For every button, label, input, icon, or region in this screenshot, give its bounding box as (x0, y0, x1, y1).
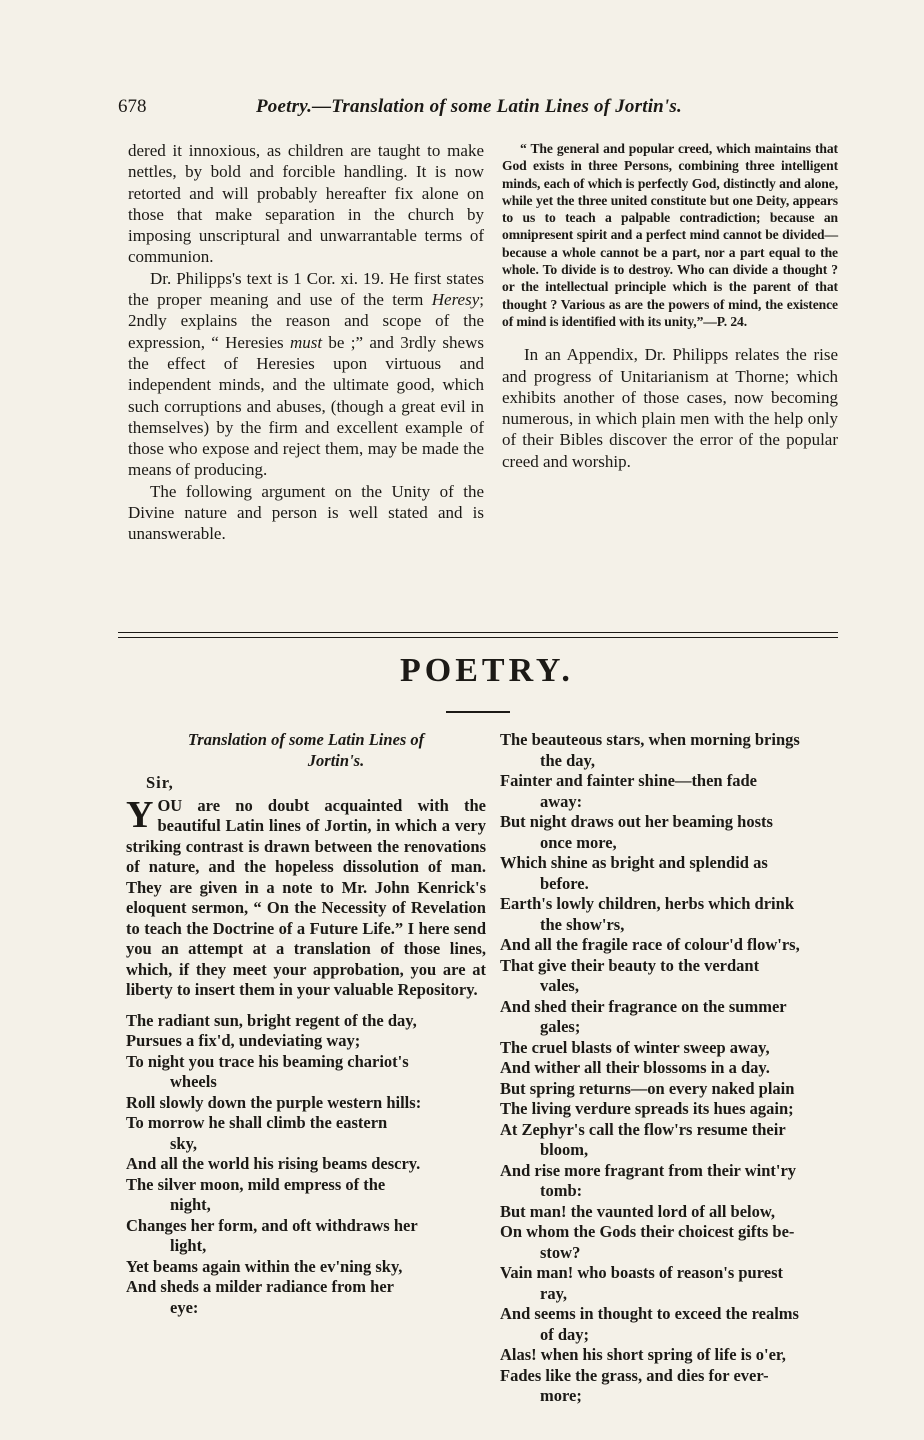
verse-line: Vain man! who boasts of reason's purest (500, 1263, 783, 1282)
verse-line: The living verdure spreads its hues again; (500, 1099, 794, 1118)
poem-title (126, 730, 486, 771)
verse-line-continuation: away: (540, 791, 583, 811)
verse-line: The radiant sun, bright regent of the day, (126, 1010, 417, 1030)
heresy-term: Heresy (431, 290, 480, 310)
verse-line: To night you trace his beaming chariot's (126, 1051, 409, 1071)
verse-line: And wither all their blossoms in a day. (500, 1058, 770, 1077)
verse-line: Earth's lowly children, herbs which drink (500, 894, 794, 913)
review-paragraph: dered it innoxious, as children are taught to make nettles, by bold and forcible handling. It is now retorted and will probably hereafter fix alone on those that make separation in the church by imposing unscriptural and unwarrantable terms of communion. (128, 141, 484, 267)
verse-line: And all the world his rising beams descry. (126, 1154, 421, 1173)
verse-line: And all the fragile race of colour'd flow'rs, (500, 935, 800, 954)
review-column-left (128, 140, 484, 545)
verse-line: And rise more fragrant from their wint'ry (500, 1160, 797, 1180)
verse-line-continuation: stow? (540, 1242, 581, 1262)
verse-line: But night draws out her beaming hosts (500, 812, 773, 831)
verse-line-continuation: tomb: (540, 1181, 583, 1200)
verse-line: At Zephyr's call the flow'rs resume their (500, 1119, 786, 1139)
argument-intro: The following argument on the Unity of the Divine nature and person is well stated and is unanswerable. (128, 481, 484, 544)
verse-line: Yet beams again within the ev'ning sky, (126, 1256, 403, 1276)
verse-line-continuation: wheels (170, 1072, 217, 1091)
verse-line-continuation: ray, (540, 1283, 568, 1303)
verse-line: Fainter and fainter shine—then fade (500, 771, 757, 790)
letter-body (126, 793, 486, 1001)
verse-line-continuation: gales; (540, 1017, 581, 1036)
verse-line-continuation: of day; (540, 1324, 590, 1344)
must-term: must (289, 332, 323, 352)
philipps-paragraph (128, 268, 484, 481)
verse-line-continuation: before. (540, 873, 589, 893)
verse-line-continuation: sky, (170, 1133, 198, 1153)
poem-title-line1: Translation of some Latin Lines of (187, 730, 425, 749)
verse-line: The silver moon, mild empress of the (126, 1174, 386, 1194)
verse-line: Which shine as bright and splendid as (500, 853, 768, 872)
verse-line: And shed their fragrance on the summer (500, 996, 787, 1016)
verse-line-continuation: vales, (540, 976, 579, 995)
verse-line-continuation: more; (540, 1386, 582, 1405)
review-column-right (502, 140, 838, 472)
verse-line: The cruel blasts of winter sweep away, (500, 1037, 770, 1057)
quotation-text: “ The general and popular creed, which maintains that God exists in three Persons, combining three intelligent minds, each of which is perfectly God, distinctly and alone, while yet the three united constitute but one Deity, appears to us to teach a palpable contradiction; because an omnipresent spirit and a perfect mind cannot be divided—because a whole cannot be a part, nor a part equal to the whole. To divide is to destroy. Who can divide a thought ? or the intellectual principle which is the parent of that thought ? Various as are the powers of mind, the existence of mind is identified with its unity,”—P. 24. (502, 141, 838, 329)
verse-line: That give their beauty to the verdant (500, 955, 760, 975)
poem-verses-left (126, 1011, 486, 1319)
verse-line-continuation: once more, (540, 832, 617, 852)
verse-line: To morrow he shall climb the eastern (126, 1113, 388, 1132)
verse-line: Changes her form, and oft withdraws her (126, 1215, 418, 1235)
unity-quotation (502, 140, 838, 330)
philipps-text-start: Dr. Philipps's text is 1 Cor. xi. 19. He first states the proper meaning and use of the term (128, 268, 484, 310)
appendix-paragraph: In an Appendix, Dr. Philipps relates the rise and progress of Unitarianism at Thorne; which exhibits another of those cases, now becoming numerous, in which plain men with the help only of their Bibles discover the error of the popular creed and worship. (502, 345, 838, 471)
verse-line: And sheds a milder radiance from her (126, 1277, 394, 1296)
verse-line-continuation: bloom, (540, 1140, 589, 1159)
poem-column-right (500, 730, 840, 1407)
verse-line: And seems in thought to exceed the realms (500, 1304, 799, 1323)
verse-line: Roll slowly down the purple western hills: (126, 1092, 422, 1112)
verse-line-continuation: eye: (170, 1297, 199, 1317)
verse-line-continuation: the day, (540, 750, 596, 770)
philipps-text-middle: ; 2ndly explains the reason and scope of the expression, “ Heresies (128, 290, 484, 352)
salutation: Sir, (146, 773, 174, 792)
philipps-text-end: be ;” and 3rdly shews the effect of Heresies upon virtuous and independent minds, and the ultimate good, which such corruptions and abuses, (though a great evil in themselves) by the firm and excellent example of those who expose and reject them, may be made the means of producing. (128, 332, 484, 480)
section-divider (118, 632, 838, 638)
drop-cap: Y (126, 793, 154, 836)
verse-line: Pursues a fix'd, undeviating way; (126, 1031, 361, 1050)
verse-line: But man! the vaunted lord of all below, (500, 1201, 776, 1221)
page-number: 678 (118, 96, 147, 117)
letter-text: OU are no doubt acquainted with the beautiful Latin lines of Jortin, in which a very striking contrast is drawn between the renovations of nature, and the hopeless dissolution of man. They are given in a note to Mr. John Kenrick's eloquent sermon, “ On the Necessity of Revelation to teach the Doctrine of a Future Life.” I here send you an attempt at a translation of those lines, which, if they meet your approbation, you are at liberty to insert them in your valuable Repository. (126, 795, 486, 999)
verse-line: On whom the Gods their choicest gifts be- (500, 1222, 795, 1241)
verse-line-continuation: the show'rs, (540, 914, 625, 934)
running-title: Poetry.—Translation of some Latin Lines of Jortin's. (256, 96, 682, 117)
verse-line: But spring returns—on every naked plain (500, 1078, 795, 1098)
verse-line-continuation: light, (170, 1236, 207, 1255)
verse-line: Alas! when his short spring of life is o'er, (500, 1345, 786, 1364)
page-header (118, 96, 808, 126)
poem-title-line2: Jortin's. (307, 750, 365, 770)
verse-line: Fades like the grass, and dies for ever- (500, 1365, 769, 1385)
poem-column-left (126, 730, 486, 1318)
section-title: POETRY. (400, 652, 574, 689)
verse-line: The beauteous stars, when morning brings (500, 730, 800, 749)
title-underline (446, 711, 510, 713)
verse-line-continuation: night, (170, 1195, 211, 1214)
